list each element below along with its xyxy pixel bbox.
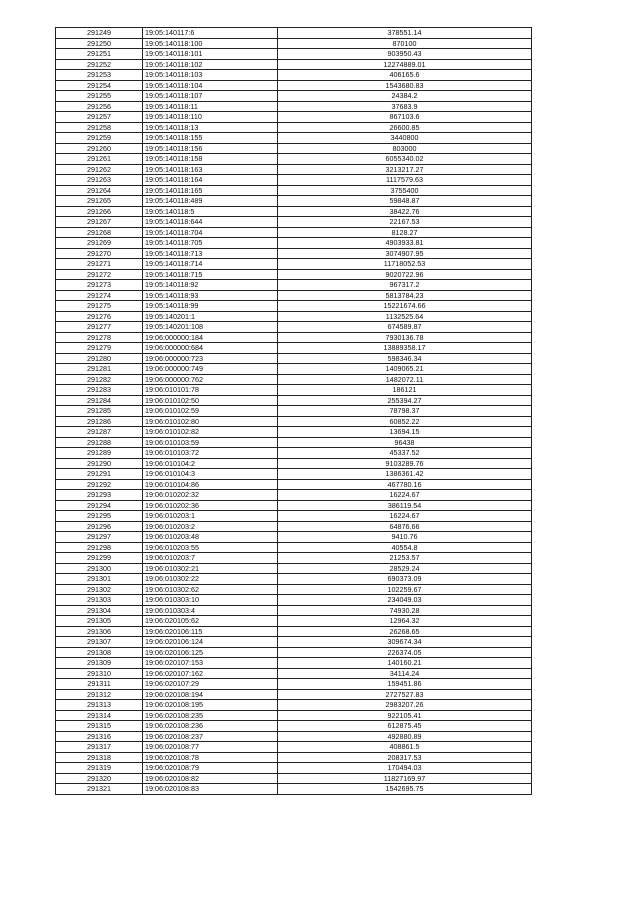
table-row bbox=[56, 616, 532, 627]
value-cell: 159451.86 bbox=[278, 679, 532, 690]
row-id-cell: 291311 bbox=[56, 679, 143, 690]
table-row bbox=[56, 122, 532, 133]
cadastral-number-cell: 19:06:020108:83 bbox=[143, 784, 278, 795]
cadastral-number-cell: 19:05:140118:99 bbox=[143, 301, 278, 312]
table-row bbox=[56, 59, 532, 70]
row-id-cell: 291282 bbox=[56, 374, 143, 385]
row-id-cell: 291281 bbox=[56, 364, 143, 375]
table-row bbox=[56, 500, 532, 511]
table-row bbox=[56, 689, 532, 700]
row-id-cell: 291320 bbox=[56, 773, 143, 784]
value-cell: 8128.27 bbox=[278, 227, 532, 238]
table-row bbox=[56, 322, 532, 333]
value-cell: 492880.89 bbox=[278, 731, 532, 742]
cadastral-number-cell: 19:06:020105:62 bbox=[143, 616, 278, 627]
row-id-cell: 291297 bbox=[56, 532, 143, 543]
cadastral-number-cell: 19:05:140118:713 bbox=[143, 248, 278, 259]
table-row bbox=[56, 416, 532, 427]
cadastral-number-cell: 19:05:140118:100 bbox=[143, 38, 278, 49]
table-row bbox=[56, 563, 532, 574]
row-id-cell: 291286 bbox=[56, 416, 143, 427]
cadastral-number-cell: 19:06:010303:10 bbox=[143, 595, 278, 606]
row-id-cell: 291289 bbox=[56, 448, 143, 459]
value-cell: 2727527.83 bbox=[278, 689, 532, 700]
row-id-cell: 291296 bbox=[56, 521, 143, 532]
cadastral-number-cell: 19:06:000000:762 bbox=[143, 374, 278, 385]
table-row bbox=[56, 269, 532, 280]
table-row bbox=[56, 133, 532, 144]
table-row bbox=[56, 406, 532, 417]
value-cell: 26268.65 bbox=[278, 626, 532, 637]
table-row bbox=[56, 196, 532, 207]
value-cell: 3440800 bbox=[278, 133, 532, 144]
value-cell: 406165.6 bbox=[278, 70, 532, 81]
value-cell: 16224.67 bbox=[278, 511, 532, 522]
row-id-cell: 291266 bbox=[56, 206, 143, 217]
table-row bbox=[56, 427, 532, 438]
value-cell: 64876.66 bbox=[278, 521, 532, 532]
cadastral-number-cell: 19:06:000000:723 bbox=[143, 353, 278, 364]
row-id-cell: 291276 bbox=[56, 311, 143, 322]
row-id-cell: 291278 bbox=[56, 332, 143, 343]
value-cell: 922105.41 bbox=[278, 710, 532, 721]
value-cell: 1482072.11 bbox=[278, 374, 532, 385]
row-id-cell: 291306 bbox=[56, 626, 143, 637]
cadastral-number-cell: 19:06:020108:237 bbox=[143, 731, 278, 742]
table-row bbox=[56, 700, 532, 711]
value-cell: 34114.24 bbox=[278, 668, 532, 679]
cadastral-number-cell: 19:06:020108:79 bbox=[143, 763, 278, 774]
table-row bbox=[56, 532, 532, 543]
value-cell: 13889358.17 bbox=[278, 343, 532, 354]
value-cell: 3213217.27 bbox=[278, 164, 532, 175]
row-id-cell: 291288 bbox=[56, 437, 143, 448]
value-cell: 11718052.53 bbox=[278, 259, 532, 270]
value-cell: 186121 bbox=[278, 385, 532, 396]
row-id-cell: 291287 bbox=[56, 427, 143, 438]
row-id-cell: 291310 bbox=[56, 668, 143, 679]
value-cell: 690373.09 bbox=[278, 574, 532, 585]
value-cell: 4903933.81 bbox=[278, 238, 532, 249]
data-table bbox=[55, 27, 532, 795]
value-cell: 60852.22 bbox=[278, 416, 532, 427]
value-cell: 24384.2 bbox=[278, 91, 532, 102]
row-id-cell: 291299 bbox=[56, 553, 143, 564]
row-id-cell: 291298 bbox=[56, 542, 143, 553]
table-row bbox=[56, 374, 532, 385]
table-row bbox=[56, 626, 532, 637]
cadastral-number-cell: 19:05:140201:1 bbox=[143, 311, 278, 322]
table-row bbox=[56, 679, 532, 690]
value-cell: 1117579.63 bbox=[278, 175, 532, 186]
table-row bbox=[56, 28, 532, 39]
row-id-cell: 291255 bbox=[56, 91, 143, 102]
value-cell: 674589.87 bbox=[278, 322, 532, 333]
cadastral-number-cell: 19:06:020106:125 bbox=[143, 647, 278, 658]
table-row bbox=[56, 206, 532, 217]
row-id-cell: 291252 bbox=[56, 59, 143, 70]
row-id-cell: 291264 bbox=[56, 185, 143, 196]
table-row bbox=[56, 280, 532, 291]
cadastral-number-cell: 19:06:020108:195 bbox=[143, 700, 278, 711]
value-cell: 309674.34 bbox=[278, 637, 532, 648]
row-id-cell: 291312 bbox=[56, 689, 143, 700]
row-id-cell: 291262 bbox=[56, 164, 143, 175]
cadastral-number-cell: 19:06:000000:749 bbox=[143, 364, 278, 375]
value-cell: 5813784.23 bbox=[278, 290, 532, 301]
table-row bbox=[56, 353, 532, 364]
cadastral-number-cell: 19:06:020108:82 bbox=[143, 773, 278, 784]
row-id-cell: 291261 bbox=[56, 154, 143, 165]
row-id-cell: 291316 bbox=[56, 731, 143, 742]
cadastral-number-cell: 19:06:010302:21 bbox=[143, 563, 278, 574]
cadastral-number-cell: 19:06:010203:48 bbox=[143, 532, 278, 543]
cadastral-number-cell: 19:05:140118:156 bbox=[143, 143, 278, 154]
cadastral-number-cell: 19:05:140118:103 bbox=[143, 70, 278, 81]
value-cell: 38422.76 bbox=[278, 206, 532, 217]
row-id-cell: 291318 bbox=[56, 752, 143, 763]
value-cell: 803000 bbox=[278, 143, 532, 154]
row-id-cell: 291251 bbox=[56, 49, 143, 60]
value-cell: 170494.03 bbox=[278, 763, 532, 774]
cadastral-number-cell: 19:05:140118:101 bbox=[143, 49, 278, 60]
table-row bbox=[56, 773, 532, 784]
value-cell: 378551.14 bbox=[278, 28, 532, 39]
table-row bbox=[56, 91, 532, 102]
cadastral-number-cell: 19:05:140118:11 bbox=[143, 101, 278, 112]
value-cell: 2983207.26 bbox=[278, 700, 532, 711]
value-cell: 903950.43 bbox=[278, 49, 532, 60]
table-row bbox=[56, 542, 532, 553]
cadastral-number-cell: 19:06:020108:78 bbox=[143, 752, 278, 763]
table-row bbox=[56, 742, 532, 753]
table-row bbox=[56, 259, 532, 270]
cadastral-number-cell: 19:06:010203:1 bbox=[143, 511, 278, 522]
table-row bbox=[56, 80, 532, 91]
value-cell: 140160.21 bbox=[278, 658, 532, 669]
row-id-cell: 291274 bbox=[56, 290, 143, 301]
cadastral-number-cell: 19:05:140118:715 bbox=[143, 269, 278, 280]
cadastral-number-cell: 19:06:010102:80 bbox=[143, 416, 278, 427]
table-row bbox=[56, 721, 532, 732]
value-cell: 16224.67 bbox=[278, 490, 532, 501]
cadastral-number-cell: 19:06:010202:36 bbox=[143, 500, 278, 511]
row-id-cell: 291271 bbox=[56, 259, 143, 270]
value-cell: 26600.85 bbox=[278, 122, 532, 133]
table-row bbox=[56, 637, 532, 648]
row-id-cell: 291300 bbox=[56, 563, 143, 574]
value-cell: 40554.8 bbox=[278, 542, 532, 553]
table-row bbox=[56, 49, 532, 60]
cadastral-number-cell: 19:05:140117:6 bbox=[143, 28, 278, 39]
table-row bbox=[56, 301, 532, 312]
table-row bbox=[56, 731, 532, 742]
table-row bbox=[56, 437, 532, 448]
table-row bbox=[56, 38, 532, 49]
cadastral-number-cell: 19:05:140118:714 bbox=[143, 259, 278, 270]
cadastral-number-cell: 19:06:010102:59 bbox=[143, 406, 278, 417]
value-cell: 1386361.42 bbox=[278, 469, 532, 480]
cadastral-number-cell: 19:05:140118:644 bbox=[143, 217, 278, 228]
table-row bbox=[56, 605, 532, 616]
value-cell: 234049.03 bbox=[278, 595, 532, 606]
table-row bbox=[56, 364, 532, 375]
row-id-cell: 291304 bbox=[56, 605, 143, 616]
table-row bbox=[56, 710, 532, 721]
value-cell: 1543680.83 bbox=[278, 80, 532, 91]
cadastral-number-cell: 19:06:020108:235 bbox=[143, 710, 278, 721]
cadastral-number-cell: 19:06:010104:86 bbox=[143, 479, 278, 490]
table-row bbox=[56, 752, 532, 763]
cadastral-number-cell: 19:06:010104:2 bbox=[143, 458, 278, 469]
table-row bbox=[56, 185, 532, 196]
row-id-cell: 291280 bbox=[56, 353, 143, 364]
row-id-cell: 291307 bbox=[56, 637, 143, 648]
value-cell: 96438 bbox=[278, 437, 532, 448]
value-cell: 15221674.66 bbox=[278, 301, 532, 312]
table-row bbox=[56, 217, 532, 228]
value-cell: 226374.05 bbox=[278, 647, 532, 658]
row-id-cell: 291263 bbox=[56, 175, 143, 186]
cadastral-number-cell: 19:06:020106:124 bbox=[143, 637, 278, 648]
row-id-cell: 291279 bbox=[56, 343, 143, 354]
value-cell: 45337.52 bbox=[278, 448, 532, 459]
table-row bbox=[56, 584, 532, 595]
cadastral-number-cell: 19:05:140118:92 bbox=[143, 280, 278, 291]
table-row bbox=[56, 763, 532, 774]
value-cell: 255394.27 bbox=[278, 395, 532, 406]
table-row bbox=[56, 490, 532, 501]
row-id-cell: 291250 bbox=[56, 38, 143, 49]
row-id-cell: 291319 bbox=[56, 763, 143, 774]
cadastral-number-cell: 19:05:140118:158 bbox=[143, 154, 278, 165]
cadastral-number-cell: 19:05:140118:104 bbox=[143, 80, 278, 91]
table-body bbox=[56, 28, 532, 795]
row-id-cell: 291257 bbox=[56, 112, 143, 123]
value-cell: 208317.53 bbox=[278, 752, 532, 763]
table-row bbox=[56, 175, 532, 186]
table-row bbox=[56, 290, 532, 301]
cadastral-number-cell: 19:06:010303:4 bbox=[143, 605, 278, 616]
value-cell: 9103289.76 bbox=[278, 458, 532, 469]
value-cell: 3074907.95 bbox=[278, 248, 532, 259]
cadastral-number-cell: 19:05:140118:489 bbox=[143, 196, 278, 207]
value-cell: 59848.87 bbox=[278, 196, 532, 207]
row-id-cell: 291294 bbox=[56, 500, 143, 511]
table-row bbox=[56, 511, 532, 522]
row-id-cell: 291267 bbox=[56, 217, 143, 228]
cadastral-number-cell: 19:06:020108:77 bbox=[143, 742, 278, 753]
row-id-cell: 291256 bbox=[56, 101, 143, 112]
value-cell: 78798.37 bbox=[278, 406, 532, 417]
cadastral-number-cell: 19:06:000000:684 bbox=[143, 343, 278, 354]
row-id-cell: 291249 bbox=[56, 28, 143, 39]
cadastral-number-cell: 19:05:140118:13 bbox=[143, 122, 278, 133]
row-id-cell: 291254 bbox=[56, 80, 143, 91]
row-id-cell: 291313 bbox=[56, 700, 143, 711]
row-id-cell: 291268 bbox=[56, 227, 143, 238]
table-row bbox=[56, 458, 532, 469]
table-row bbox=[56, 448, 532, 459]
row-id-cell: 291321 bbox=[56, 784, 143, 795]
cadastral-number-cell: 19:06:020106:115 bbox=[143, 626, 278, 637]
table-row bbox=[56, 784, 532, 795]
cadastral-number-cell: 19:06:010302:22 bbox=[143, 574, 278, 585]
cadastral-number-cell: 19:06:010102:82 bbox=[143, 427, 278, 438]
cadastral-number-cell: 19:06:010203:55 bbox=[143, 542, 278, 553]
table-row bbox=[56, 154, 532, 165]
row-id-cell: 291303 bbox=[56, 595, 143, 606]
row-id-cell: 291259 bbox=[56, 133, 143, 144]
cadastral-number-cell: 19:06:010203:7 bbox=[143, 553, 278, 564]
value-cell: 22167.53 bbox=[278, 217, 532, 228]
cadastral-number-cell: 19:06:010103:59 bbox=[143, 437, 278, 448]
cadastral-number-cell: 19:05:140118:164 bbox=[143, 175, 278, 186]
row-id-cell: 291275 bbox=[56, 301, 143, 312]
cadastral-number-cell: 19:05:140118:102 bbox=[143, 59, 278, 70]
value-cell: 870100 bbox=[278, 38, 532, 49]
value-cell: 9020722.96 bbox=[278, 269, 532, 280]
cadastral-number-cell: 19:05:140118:705 bbox=[143, 238, 278, 249]
table-row bbox=[56, 469, 532, 480]
cadastral-number-cell: 19:06:010203:2 bbox=[143, 521, 278, 532]
row-id-cell: 291309 bbox=[56, 658, 143, 669]
cadastral-number-cell: 19:05:140118:5 bbox=[143, 206, 278, 217]
table-row bbox=[56, 343, 532, 354]
value-cell: 7930136.78 bbox=[278, 332, 532, 343]
cadastral-number-cell: 19:05:140201:108 bbox=[143, 322, 278, 333]
row-id-cell: 291301 bbox=[56, 574, 143, 585]
cadastral-number-cell: 19:05:140118:107 bbox=[143, 91, 278, 102]
cadastral-number-cell: 19:06:010302:62 bbox=[143, 584, 278, 595]
table-row bbox=[56, 311, 532, 322]
cadastral-number-cell: 19:06:020108:236 bbox=[143, 721, 278, 732]
row-id-cell: 291291 bbox=[56, 469, 143, 480]
table-row bbox=[56, 70, 532, 81]
table-row bbox=[56, 143, 532, 154]
cadastral-number-cell: 19:05:140118:110 bbox=[143, 112, 278, 123]
row-id-cell: 291270 bbox=[56, 248, 143, 259]
value-cell: 1132525.64 bbox=[278, 311, 532, 322]
table-row bbox=[56, 658, 532, 669]
value-cell: 867103.6 bbox=[278, 112, 532, 123]
row-id-cell: 291269 bbox=[56, 238, 143, 249]
value-cell: 11827169.97 bbox=[278, 773, 532, 784]
row-id-cell: 291273 bbox=[56, 280, 143, 291]
cadastral-number-cell: 19:06:000000:184 bbox=[143, 332, 278, 343]
row-id-cell: 291253 bbox=[56, 70, 143, 81]
row-id-cell: 291308 bbox=[56, 647, 143, 658]
value-cell: 12274889.01 bbox=[278, 59, 532, 70]
cadastral-number-cell: 19:05:140118:155 bbox=[143, 133, 278, 144]
table-row bbox=[56, 112, 532, 123]
value-cell: 6055340.02 bbox=[278, 154, 532, 165]
value-cell: 28529.24 bbox=[278, 563, 532, 574]
cadastral-number-cell: 19:06:010104:3 bbox=[143, 469, 278, 480]
value-cell: 9410.76 bbox=[278, 532, 532, 543]
row-id-cell: 291290 bbox=[56, 458, 143, 469]
value-cell: 1409065.21 bbox=[278, 364, 532, 375]
row-id-cell: 291305 bbox=[56, 616, 143, 627]
row-id-cell: 291293 bbox=[56, 490, 143, 501]
value-cell: 21253.57 bbox=[278, 553, 532, 564]
value-cell: 408861.5 bbox=[278, 742, 532, 753]
value-cell: 967317.2 bbox=[278, 280, 532, 291]
value-cell: 12964.32 bbox=[278, 616, 532, 627]
value-cell: 598346.34 bbox=[278, 353, 532, 364]
row-id-cell: 291285 bbox=[56, 406, 143, 417]
cadastral-number-cell: 19:05:140118:165 bbox=[143, 185, 278, 196]
cadastral-number-cell: 19:06:010103:72 bbox=[143, 448, 278, 459]
cadastral-number-cell: 19:05:140118:704 bbox=[143, 227, 278, 238]
value-cell: 13694.15 bbox=[278, 427, 532, 438]
cadastral-number-cell: 19:06:020108:194 bbox=[143, 689, 278, 700]
table-row bbox=[56, 164, 532, 175]
cadastral-number-cell: 19:06:020107:29 bbox=[143, 679, 278, 690]
value-cell: 467780.16 bbox=[278, 479, 532, 490]
table-row bbox=[56, 574, 532, 585]
table-row bbox=[56, 479, 532, 490]
cadastral-number-cell: 19:06:010101:78 bbox=[143, 385, 278, 396]
value-cell: 102259.67 bbox=[278, 584, 532, 595]
value-cell: 74930.28 bbox=[278, 605, 532, 616]
cadastral-number-cell: 19:06:010102:50 bbox=[143, 395, 278, 406]
row-id-cell: 291292 bbox=[56, 479, 143, 490]
table-row bbox=[56, 101, 532, 112]
cadastral-number-cell: 19:06:010202:32 bbox=[143, 490, 278, 501]
row-id-cell: 291272 bbox=[56, 269, 143, 280]
value-cell: 612875.45 bbox=[278, 721, 532, 732]
value-cell: 37683.9 bbox=[278, 101, 532, 112]
row-id-cell: 291295 bbox=[56, 511, 143, 522]
table-row bbox=[56, 227, 532, 238]
cadastral-number-cell: 19:05:140118:93 bbox=[143, 290, 278, 301]
cadastral-number-cell: 19:05:140118:163 bbox=[143, 164, 278, 175]
table-row bbox=[56, 385, 532, 396]
cadastral-number-cell: 19:06:020107:162 bbox=[143, 668, 278, 679]
row-id-cell: 291284 bbox=[56, 395, 143, 406]
row-id-cell: 291302 bbox=[56, 584, 143, 595]
row-id-cell: 291277 bbox=[56, 322, 143, 333]
row-id-cell: 291314 bbox=[56, 710, 143, 721]
table-row bbox=[56, 668, 532, 679]
table-row bbox=[56, 553, 532, 564]
table-row bbox=[56, 248, 532, 259]
table-row bbox=[56, 332, 532, 343]
row-id-cell: 291315 bbox=[56, 721, 143, 732]
table-row bbox=[56, 395, 532, 406]
value-cell: 1542695.75 bbox=[278, 784, 532, 795]
row-id-cell: 291258 bbox=[56, 122, 143, 133]
table-row bbox=[56, 647, 532, 658]
cadastral-number-cell: 19:06:020107:153 bbox=[143, 658, 278, 669]
table-row bbox=[56, 238, 532, 249]
row-id-cell: 291265 bbox=[56, 196, 143, 207]
row-id-cell: 291283 bbox=[56, 385, 143, 396]
value-cell: 3755400 bbox=[278, 185, 532, 196]
table-row bbox=[56, 521, 532, 532]
row-id-cell: 291260 bbox=[56, 143, 143, 154]
value-cell: 386119.54 bbox=[278, 500, 532, 511]
table-row bbox=[56, 595, 532, 606]
row-id-cell: 291317 bbox=[56, 742, 143, 753]
